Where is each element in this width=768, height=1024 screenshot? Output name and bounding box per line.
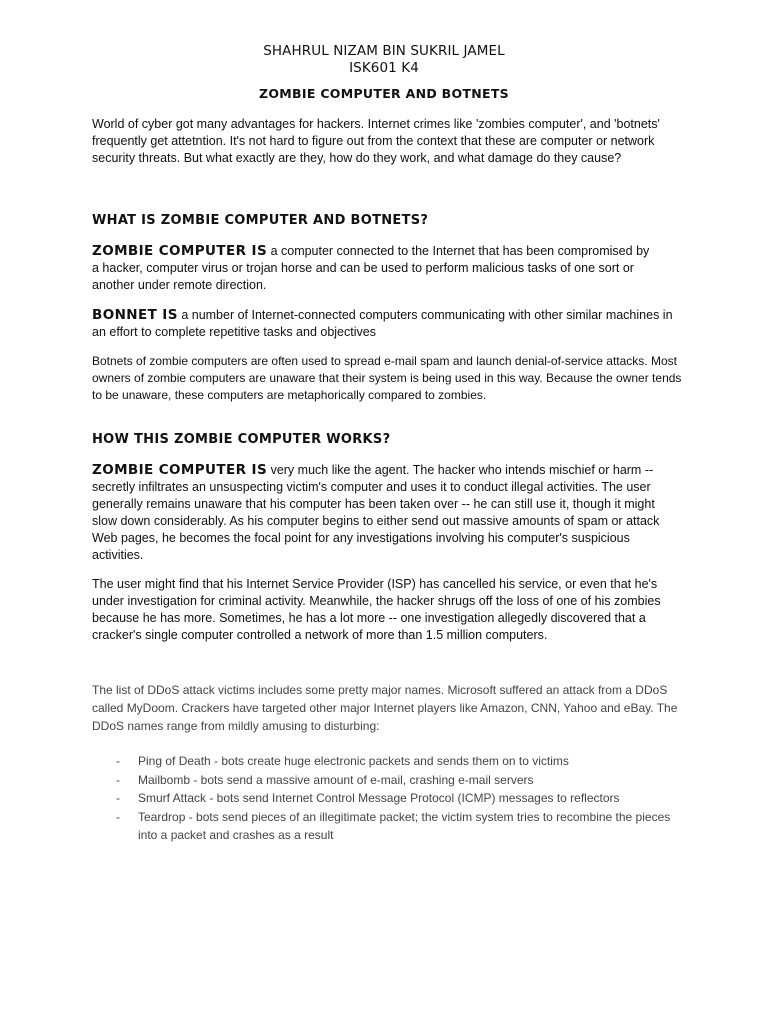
author-name: SHAHRUL NIZAM BIN SUKRIL JAMEL [263,43,505,59]
bullet-dash: - [116,772,120,787]
bonnet-definition-lead: BONNET IS [92,307,178,323]
ddos-paragraph: The list of DDoS attack victims includes some pretty major names. Microsoft suffered an attack from a DDoS called MyDoom. Crackers have targeted other major Internet players like Amazon, CNN, Yahoo and eBay. The DDoS names range from mildly amusing to disturbing: [92,683,678,733]
intro-paragraph: World of cyber got many advantages for hackers. Internet crimes like 'zombies computer', and 'botnets' frequently get attetntion. It's not hard to figure out from the context that these are computer or network security threats. But what exactly are they, how do they work, and what damage do they cause? [92,117,660,165]
list-item-text: Teardrop - bots send pieces of an illegitimate packet; the victim system tries to recombine the pieces into a packet and crashes as a result [138,809,671,842]
list-item-text: Smurf Attack - bots send Internet Control Message Protocol (ICMP) messages to reflectors [138,791,620,805]
isp-paragraph: The user might find that his Internet Service Provider (ISP) has cancelled his service, or even that he's under investigation for criminal activity. Meanwhile, the hacker shrugs off the loss of one of his zombies because he has more. Sometimes, he has a lot more -- one investigation allegedly discovered that a cracker's single computer controlled a network of more than 1.5 million computers. [92,577,661,642]
bonnet-definition-text: a number of Internet-connected computers communicating with other similar machines in an effort to complete repetitive tasks and objectives [92,308,673,339]
section-heading-how: HOW THIS ZOMBIE COMPUTER WORKS? [92,432,391,447]
zombie-definition-lead: ZOMBIE COMPUTER IS [92,243,268,259]
list-item [92,771,682,790]
bullet-dash: - [116,791,120,805]
author-block [0,43,768,77]
list-item-text: Mailbomb - bots send a massive amount of e-mail, crashing e-mail servers [138,772,534,787]
section-heading-what: WHAT IS ZOMBIE COMPUTER AND BOTNETS? [92,213,429,228]
bullet-dash: - [116,809,120,824]
list-item [92,808,682,845]
bullet-dash: - [116,754,120,768]
list-item-text: Ping of Death - bots create huge electronic packets and sends them on to victims [138,754,569,768]
document-title: ZOMBIE COMPUTER AND BOTNETS [259,86,509,101]
course-code: ISK601 K4 [349,60,419,76]
list-item [92,789,682,808]
bonnet-definition-paragraph [92,307,682,341]
zombie-definition-text: a computer connected to the Internet that has been compromised by a hacker, computer virus or trojan horse and can be used to perform malicious tasks of one sort or another under remote direction. [92,244,650,292]
zombie-works-text: very much like the agent. The hacker who intends mischief or harm -- secretly infiltrates an unsuspecting victim's computer and uses it to conduct illegal activities. The user generally remains unaware that his computer has been taken over -- he can still use it, though it might slow down considerably. As his computer begins to either send out massive amounts of spam or attack Web pages, he becomes the focal point for any investigations involving his computer's suspicious activities. [92,463,660,562]
zombie-works-paragraph [92,462,682,564]
list-item [92,752,682,771]
ddos-attack-list [92,752,682,845]
botnets-paragraph: Botnets of zombie computers are often used to spread e-mail spam and launch denial-of-service attacks. Most owners of zombie computers are unaware that their system is being used in this way. Because the owner tends to be unaware, these computers are metaphorically compared to zombies. [92,354,682,402]
zombie-definition-paragraph [92,243,652,294]
zombie-works-lead: ZOMBIE COMPUTER IS [92,462,268,478]
